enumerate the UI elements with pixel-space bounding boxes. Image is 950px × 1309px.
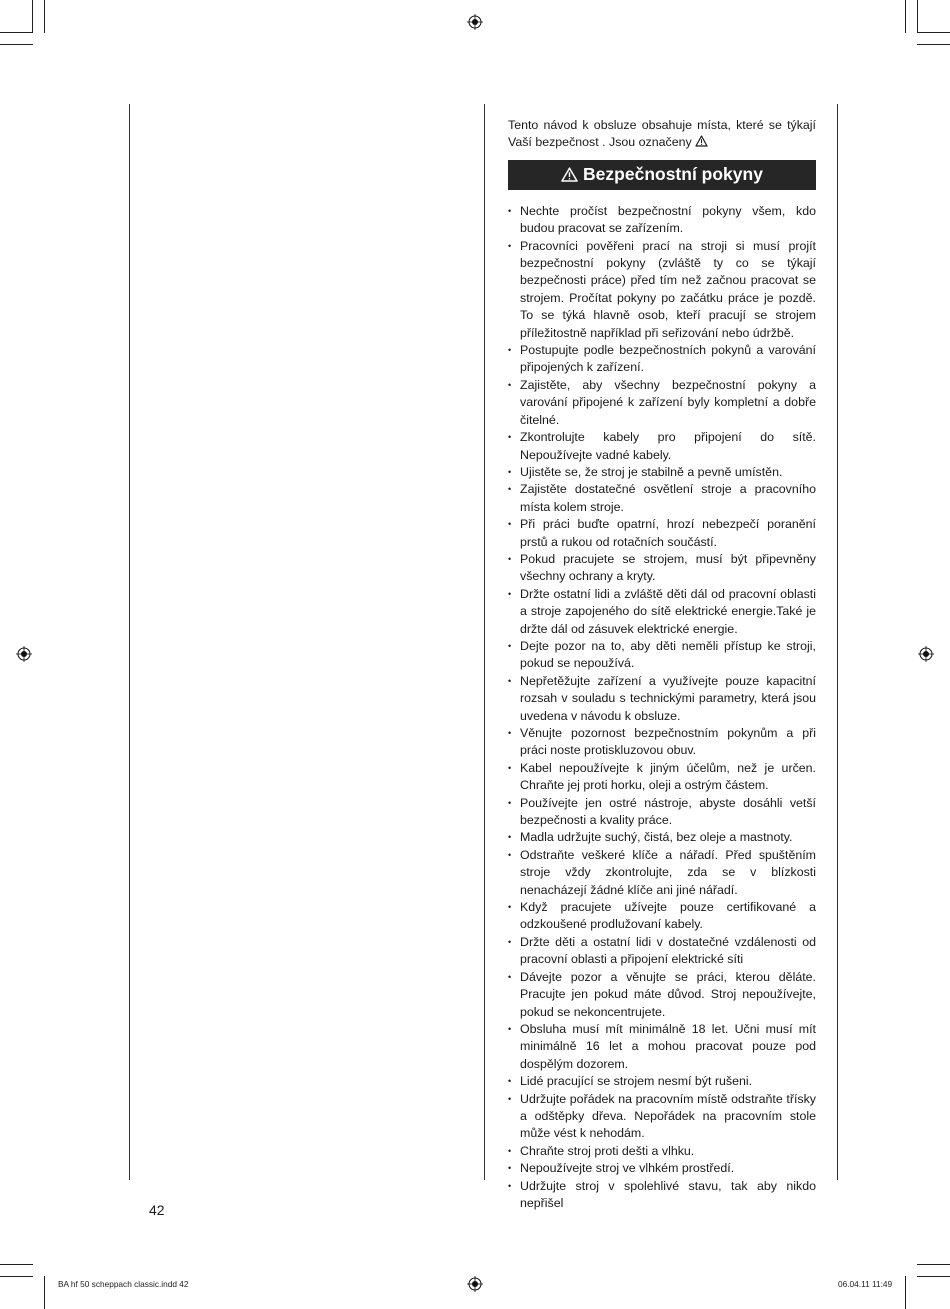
crop-mark <box>0 44 33 45</box>
section-heading-bar <box>508 160 816 190</box>
list-item: • Nepoužívejte stroj ve vlhkém prostředí. <box>508 1160 816 1177</box>
warning-triangle-icon <box>561 167 578 182</box>
list-item: • Pracovníci pověřeni prací na stroji si musí projít bezpečnostní pokyny (zvláště ty co se týkají bezpečnosti práce) před tím než začnou pracovat se strojem. Pročítat pokyny po začátku práce je pozdě. To se týká hlavně osob, kteří pracují se strojem příležitostně například při seřizování nebo údržbě. <box>508 238 816 342</box>
crop-mark <box>0 1264 33 1265</box>
list-item: • Nepřetěžujte zařízení a využívejte pouze kapacitní rozsah v souladu s technickými parametry, která jsou uvedena v návodu k obsluze. <box>508 673 816 725</box>
crop-mark <box>0 1276 33 1277</box>
footer-file-slug: BA hf 50 scheppach classic.indd 42 <box>58 1279 189 1289</box>
list-item: • Nechte pročíst bezpečnostní pokyny všem, kdo budou pracovat se zařízením. <box>508 203 816 238</box>
list-item: • Dejte pozor na to, aby děti neměli přístup ke stroji, pokud se nepoužívá. <box>508 638 816 673</box>
section-title: Bezpečnostní pokyny <box>583 164 763 185</box>
list-item: • Udržujte pořádek na pracovním místě odstraňte třísky a odštěpky dřeva. Nepořádek na pracovním stole může vést k nehodám. <box>508 1091 816 1143</box>
list-item: • Zajistěte, aby všechny bezpečnostní pokyny a varování připojené k zařízení byly kompletní a dobře čitelné. <box>508 377 816 429</box>
list-item: • Udržujte stroj v spolehlivé stavu, tak aby nikdo nepřišel <box>508 1178 816 1213</box>
crop-mark <box>44 1276 45 1309</box>
intro-text: Tento návod k obsluze obsahuje místa, které se týkají Vaší bezpečnost . Jsou označeny <box>508 118 816 150</box>
registration-mark-icon <box>467 1276 483 1292</box>
list-item: • Když pracujete užívejte pouze certifikované a odzkoušené prodlužovaní kabely. <box>508 899 816 934</box>
list-item: • Při práci buďte opatrní, hrozí nebezpečí poranění prstů a rukou od rotačních součástí. <box>508 516 816 551</box>
list-item: • Madla udržujte suchý, čistá, bez oleje a mastnoty. <box>508 829 816 846</box>
registration-mark-icon <box>16 646 32 662</box>
intro-paragraph <box>508 117 816 152</box>
crop-mark <box>917 32 950 33</box>
list-item: • Dávejte pozor a věnujte se práci, kterou děláte. Pracujte jen pokud máte důvod. Stroj nepoužívejte, pokud se nekoncentrujete. <box>508 969 816 1021</box>
column-rule-left <box>129 104 130 1180</box>
crop-mark <box>905 0 906 33</box>
list-item: • Lidé pracující se strojem nesmí být rušeni. <box>508 1073 816 1090</box>
crop-mark <box>917 1276 950 1277</box>
registration-mark-icon <box>467 14 483 30</box>
registration-mark-icon <box>918 646 934 662</box>
list-item: • Kabel nepoužívejte k jiným účelům, než je určen. Chraňte jej proti horku, oleji a ostrým částem. <box>508 760 816 795</box>
list-item: • Držte děti a ostatní lidi v dostatečné vzdálenosti od pracovní oblasti a připojení elektrické síti <box>508 934 816 969</box>
crop-mark <box>917 1264 950 1265</box>
crop-mark <box>917 44 950 45</box>
list-item: • Odstraňte veškeré klíče a nářadí. Před spuštěním stroje vždy zkontrolujte, zda se v blízkosti nenacházejí žádné klíče ani jiné nářadí. <box>508 847 816 899</box>
list-item: • Zkontrolujte kabely pro připojení do sítě. Nepoužívejte vadné kabely. <box>508 429 816 464</box>
crop-mark <box>917 0 918 33</box>
crop-mark <box>905 1276 906 1309</box>
page-number: 42 <box>149 1202 165 1218</box>
list-item: • Ujistěte se, že stroj je stabilně a pevně umístěn. <box>508 464 816 481</box>
list-item: • Držte ostatní lidi a zvláště děti dál od pracovní oblasti a stroje zapojeného do sítě elektrické energie.Také je držte dál od zásuvek elektrické energie. <box>508 586 816 638</box>
column-rule-middle <box>484 104 485 1180</box>
list-item: • Zajistěte dostatečné osvětlení stroje a pracovního místa kolem stroje. <box>508 481 816 516</box>
warning-triangle-icon <box>695 135 708 147</box>
crop-mark <box>32 0 33 33</box>
list-item: • Postupujte podle bezpečnostních pokynů a varování připojených k zařízení. <box>508 342 816 377</box>
safety-list <box>508 203 816 1213</box>
list-item: • Obsluha musí mít minimálně 18 let. Učni musí mít minimálně 16 let a mohou pracovat pouze pod dospělým dozorem. <box>508 1021 816 1073</box>
list-item: • Pokud pracujete se strojem, musí být připevněny všechny ochrany a kryty. <box>508 551 816 586</box>
list-item: • Používejte jen ostré nástroje, abyste dosáhli vetší bezpečnosti a kvality práce. <box>508 795 816 830</box>
list-item: • Chraňte stroj proti dešti a vlhku. <box>508 1143 816 1160</box>
footer-date-slug: 06.04.11 11:49 <box>838 1279 893 1289</box>
text-column <box>508 117 816 1212</box>
column-rule-right <box>837 104 838 1180</box>
crop-mark <box>0 32 33 33</box>
crop-mark <box>44 0 45 33</box>
list-item: • Věnujte pozornost bezpečnostním pokynům a při práci noste protiskluzovou obuv. <box>508 725 816 760</box>
